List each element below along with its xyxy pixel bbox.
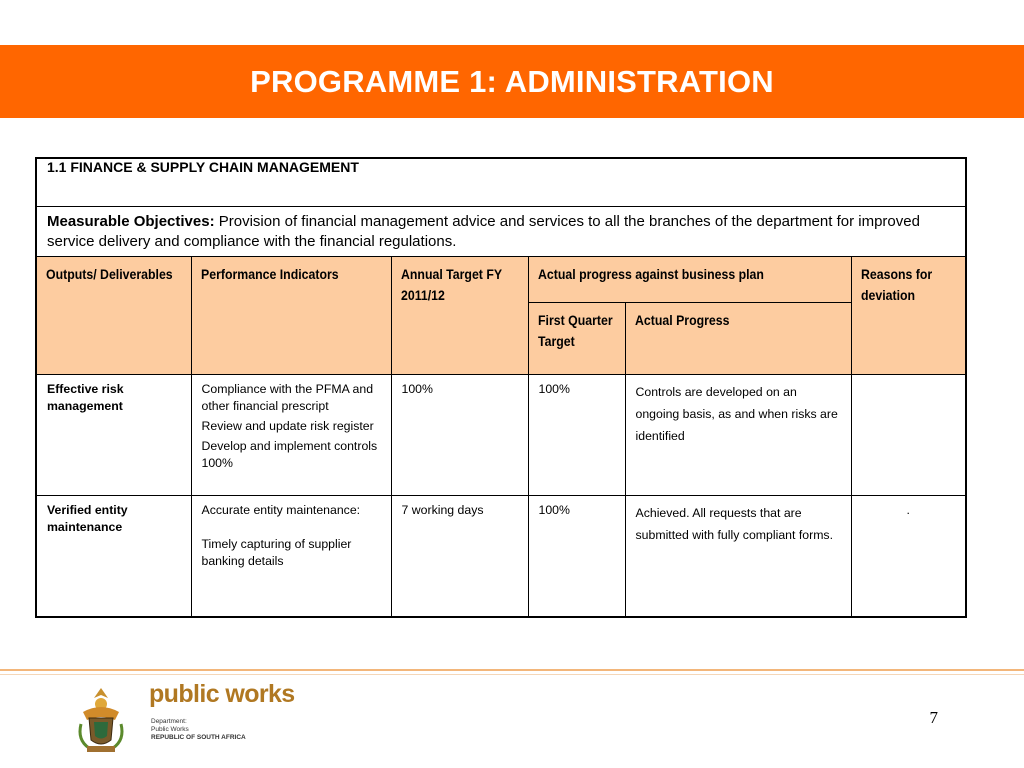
indicator-item: Compliance with the PFMA and other financial prescript — [201, 382, 374, 413]
indicator-item: Review and update risk register — [201, 419, 374, 433]
section-row — [36, 158, 966, 207]
actual-progress-cell: Controls are developed on an ongoing basis, as and when risks are identified — [625, 375, 851, 496]
actual-progress-cell: Achieved. All requests that are submitted with fully compliant forms. — [625, 496, 851, 617]
table-row — [36, 496, 966, 617]
logo-text: public works — [149, 680, 295, 708]
objectives-cell — [36, 207, 966, 257]
page-title: PROGRAMME 1: ADMINISTRATION — [250, 63, 774, 99]
header-annual-target: Annual Target FY 2011/12 — [391, 257, 528, 375]
header-reasons: Reasons for deviation — [851, 257, 966, 375]
logo-subtext: Department: Public Works REPUBLIC OF SOUTH AFRICA — [151, 718, 246, 741]
indicators-cell — [191, 375, 391, 496]
reasons-cell: . — [851, 496, 966, 617]
header-row — [36, 257, 966, 303]
indicators-cell — [191, 496, 391, 617]
indicator-item: Timely capturing of supplier banking details — [201, 537, 352, 568]
section-title: 1.1 FINANCE & SUPPLY CHAIN MANAGEMENT — [36, 158, 966, 207]
output-cell: Effective risk management — [36, 375, 191, 496]
footer-divider — [0, 669, 1024, 671]
objectives-text: Provision of financial management advice and services to all the branches of the department for improved service delivery and compliance with the financial regulations. — [47, 213, 920, 250]
annual-target-cell: 7 working days — [391, 496, 528, 617]
footer-divider-thin — [0, 674, 1024, 675]
page-number: 7 — [929, 708, 938, 727]
indicator-item: Accurate entity maintenance: — [201, 503, 361, 517]
output-cell: Verified entity maintenance — [36, 496, 191, 617]
title-bar — [0, 45, 1024, 118]
progress-table — [35, 157, 967, 618]
reasons-cell — [851, 375, 966, 496]
indicator-item: Develop and implement controls 100% — [201, 439, 378, 470]
objectives-row — [36, 207, 966, 257]
coat-of-arms-icon — [75, 684, 127, 756]
first-quarter-cell: 100% — [528, 496, 625, 617]
header-indicators: Performance Indicators — [191, 257, 391, 375]
header-first-quarter: First Quarter Target — [528, 303, 625, 375]
first-quarter-cell: 100% — [528, 375, 625, 496]
table-row — [36, 375, 966, 496]
header-actual-progress: Actual Progress — [625, 303, 851, 375]
annual-target-cell: 100% — [391, 375, 528, 496]
header-actual-progress-plan: Actual progress against business plan — [528, 257, 851, 303]
objectives-label: Measurable Objectives: — [47, 213, 215, 230]
header-outputs: Outputs/ Deliverables — [36, 257, 191, 375]
